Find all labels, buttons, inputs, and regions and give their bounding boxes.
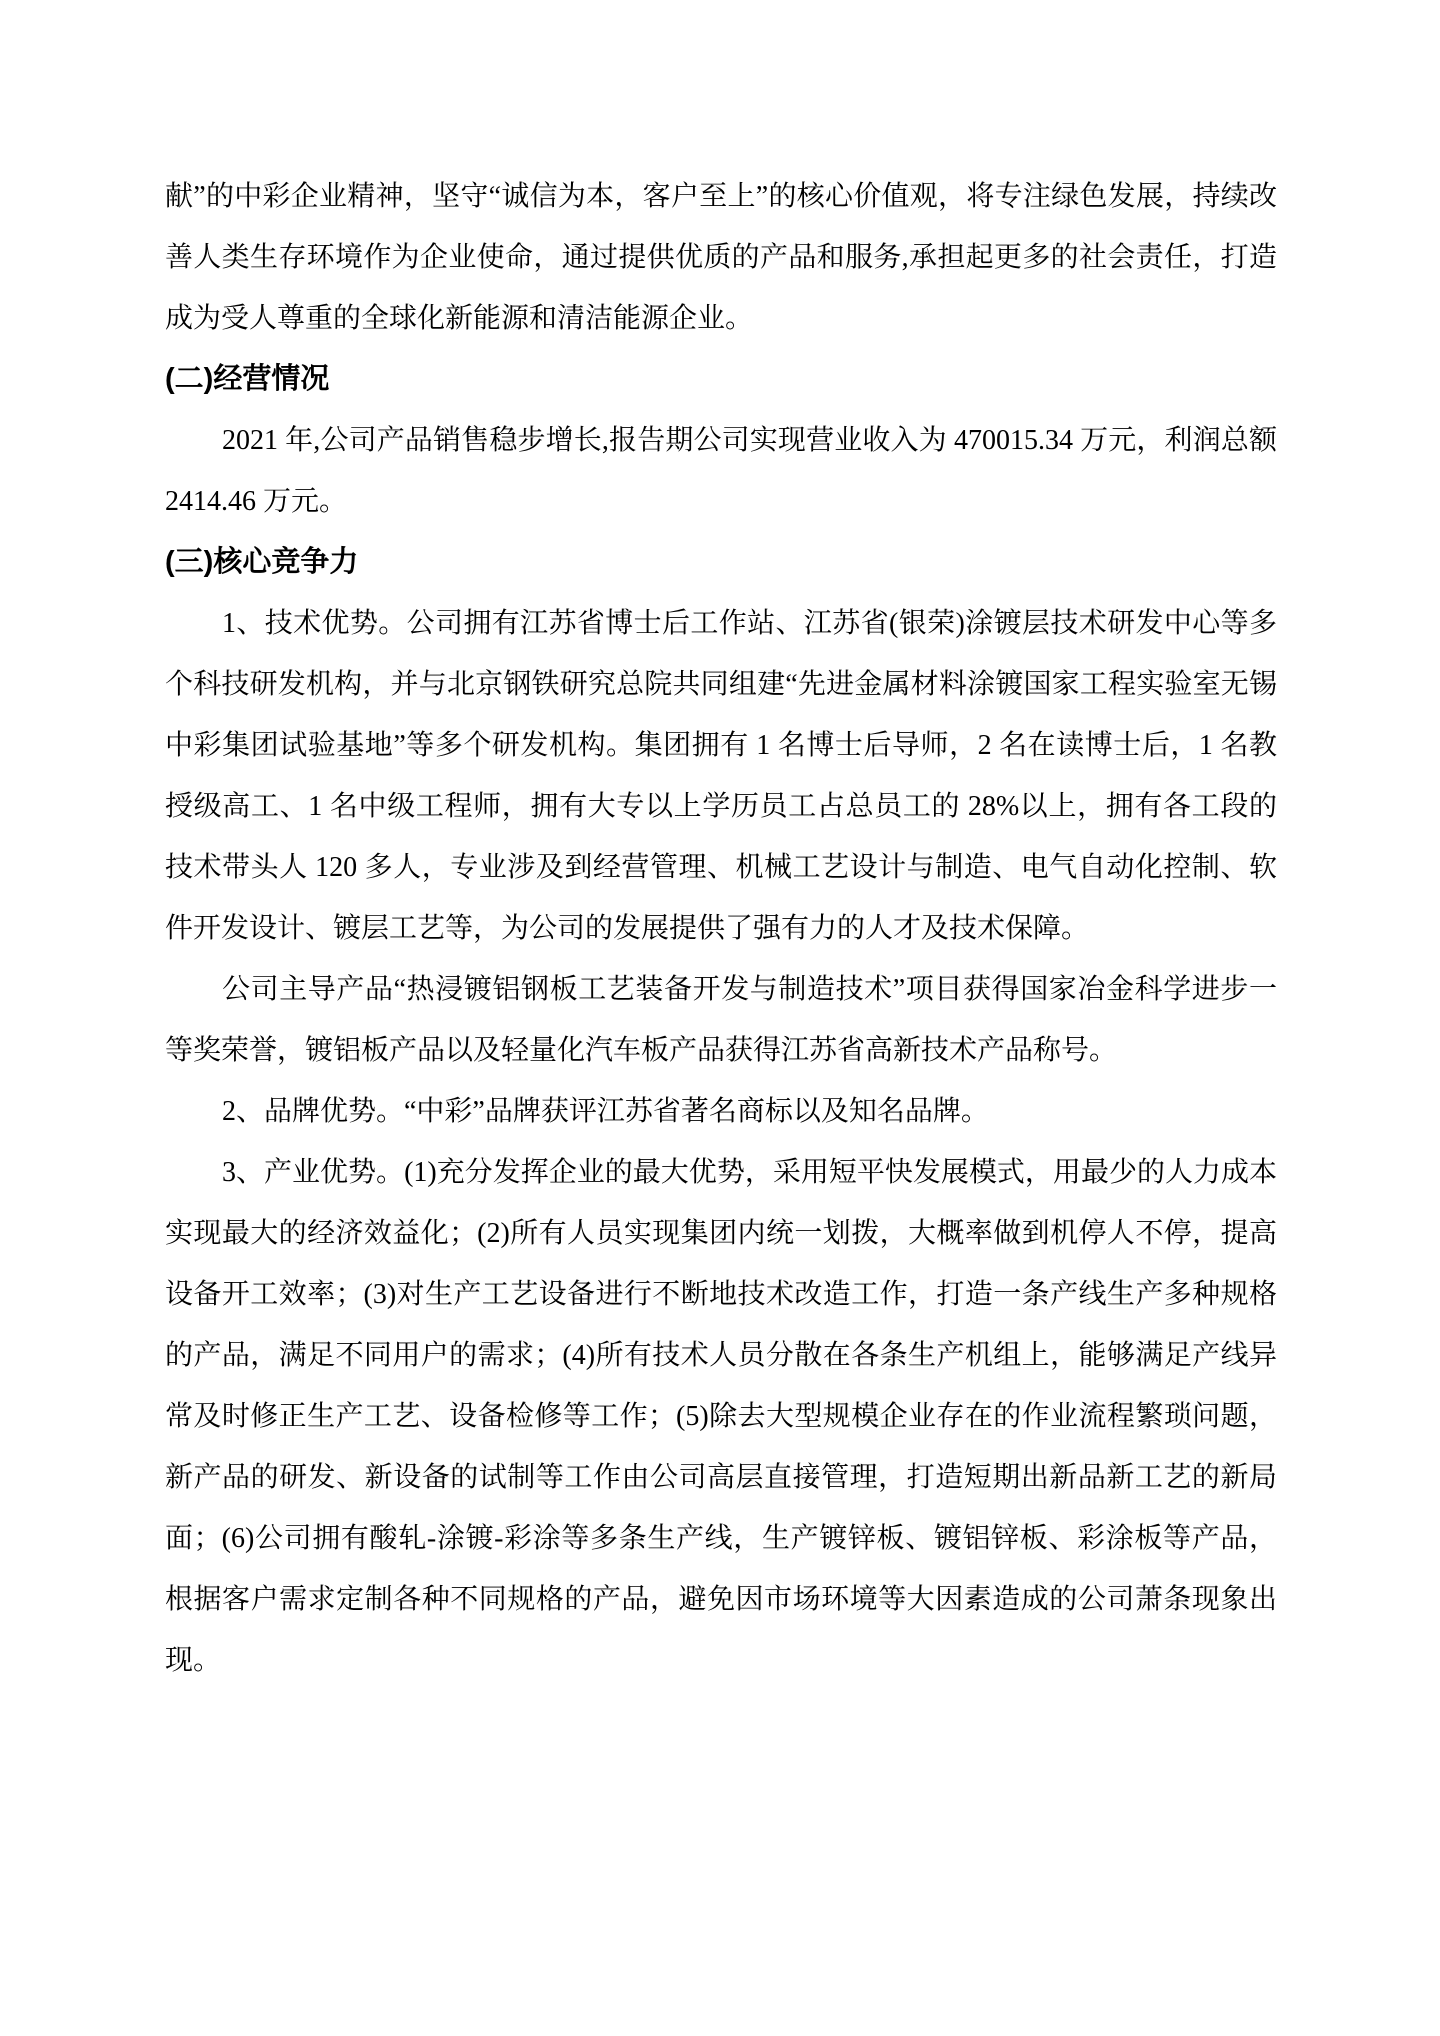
document-body <box>165 166 1277 1691</box>
paragraph-2021-revenue: 2021 年,公司产品销售稳步增长,报告期公司实现营业收入为 470015.34 万元，利润总额 2414.46 万元。 <box>165 425 1277 517</box>
paragraph-industry-advantage: 3、产业优势。(1)充分发挥企业的最大优势，采用短平快发展模式，用最少的人力成本实现最大的经济效益化；(2)所有人员实现集团内统一划拨，大概率做到机停人不停，提高设备开工效率；(3)对生产工艺设备进行不断地技术改造工作，打造一条产线生产多种规格的产品，满足不同用户的需求；(4)所有技术人员分散在各条生产机组上，能够满足产线异常及时修正生产工艺、设备检修等工作；(5)除去大型规模企业存在的作业流程繁琐问题，新产品的研发、新设备的试制等工作由公司高层直接管理，打造短期出新品新工艺的新局面；(6)公司拥有酸轧-涂镀-彩涂等多条生产线，生产镀锌板、镀铝锌板、彩涂板等产品，根据客户需求定制各种不同规格的产品，避免因市场环境等大因素造成的公司萧条现象出现。 <box>165 1157 1277 1676</box>
paragraph-company-spirit: 献”的中彩企业精神，坚守“诚信为本，客户至上”的核心价值观，将专注绿色发展，持续改善人类生存环境作为企业使命，通过提供优质的产品和服务,承担起更多的社会责任，打造成为受人尊重的全球化新能源和清洁能源企业。 <box>165 181 1277 334</box>
paragraph-leading-products: 公司主导产品“热浸镀铝钢板工艺装备开发与制造技术”项目获得国家冶金科学进步一等奖荣誉，镀铝板产品以及轻量化汽车板产品获得江苏省高新技术产品称号。 <box>165 974 1277 1066</box>
heading-operating-situation: (二)经营情况 <box>165 363 330 395</box>
paragraph-brand-advantage: 2、品牌优势。“中彩”品牌获评江苏省著名商标以及知名品牌。 <box>222 1096 989 1127</box>
paragraph-technical-advantage: 1、技术优势。公司拥有江苏省博士后工作站、江苏省(银荣)涂镀层技术研发中心等多个科技研发机构，并与北京钢铁研究总院共同组建“先进金属材料涂镀国家工程实验室无锡中彩集团试验基地”等多个研发机构。集团拥有 1 名博士后导师，2 名在读博士后，1 名教授级高工、1 名中级工程师，拥有大专以上学历员工占总员工的 28%以上，拥有各工段的技术带头人 120 多人，专业涉及到经营管理、机械工艺设计与制造、电气自动化控制、软件开发设计、镀层工艺等，为公司的发展提供了强有力的人才及技术保障。 <box>165 608 1277 944</box>
heading-core-competitiveness: (三)核心竞争力 <box>165 546 359 578</box>
